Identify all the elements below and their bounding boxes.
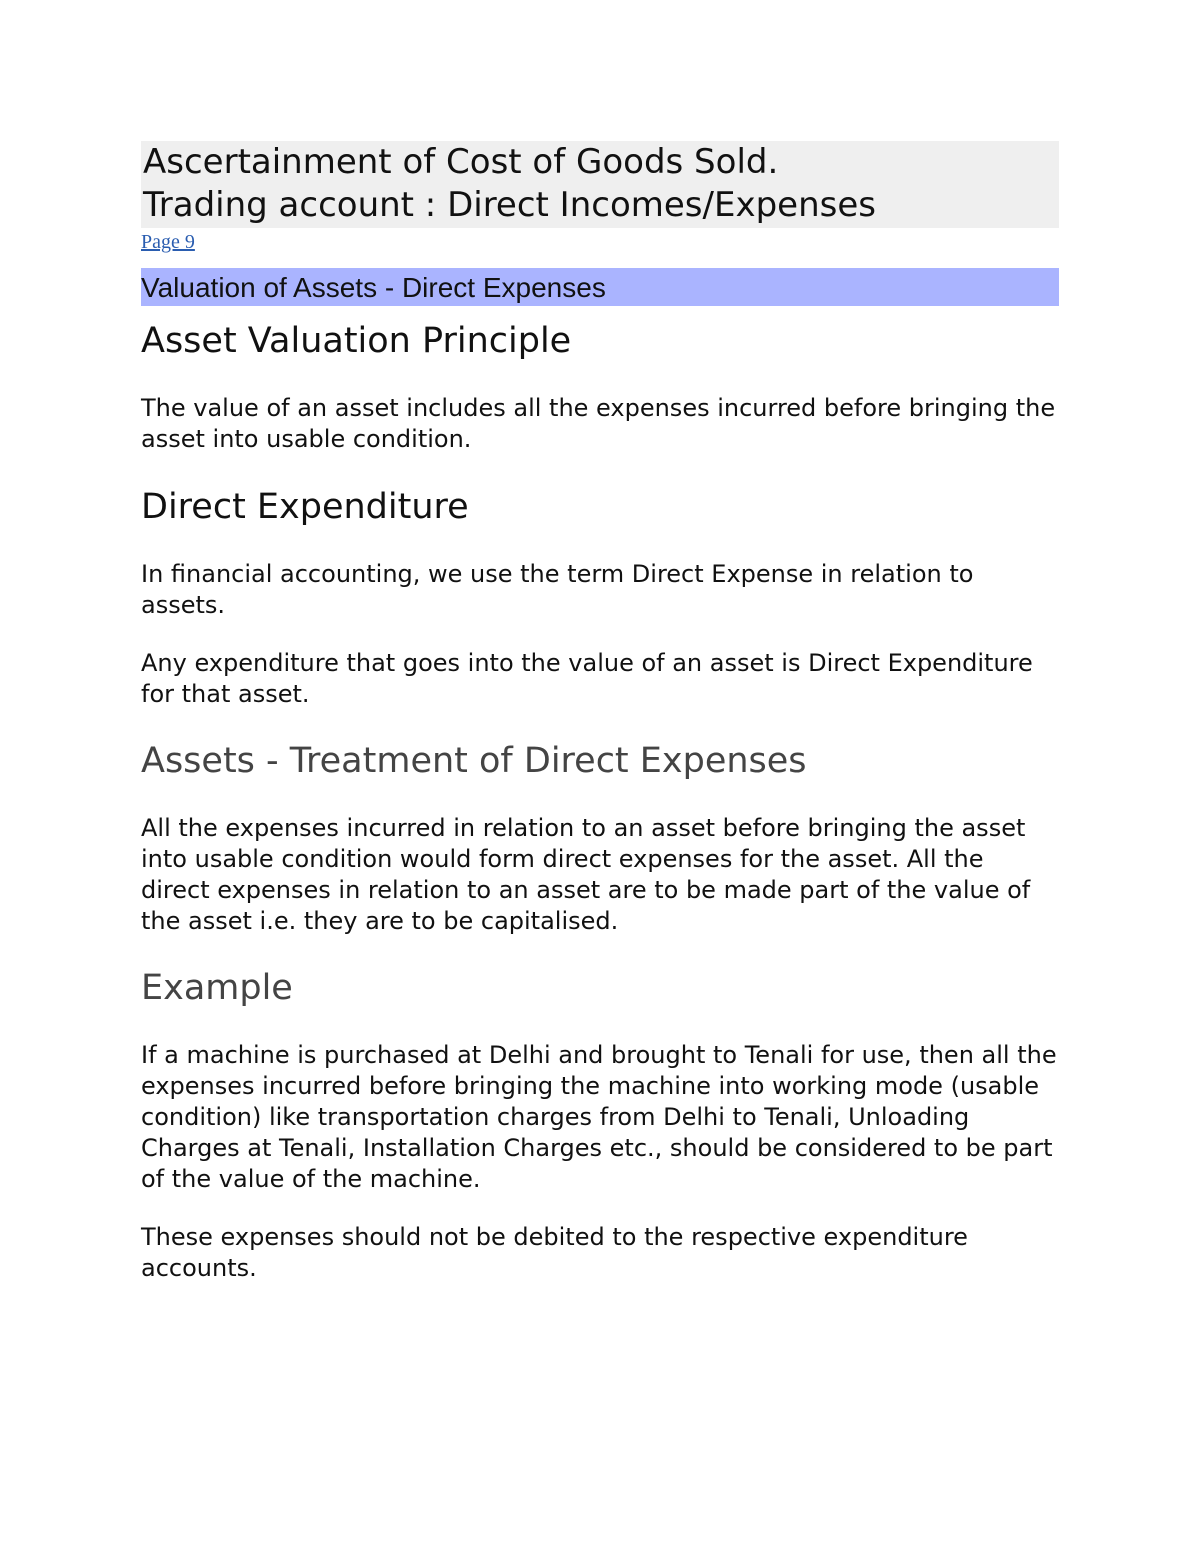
document-title-block bbox=[141, 141, 1059, 228]
section-banner: Valuation of Assets - Direct Expenses bbox=[141, 268, 1059, 306]
paragraph-any-expenditure: Any expenditure that goes into the value of an asset is Direct Expenditure for that asset. bbox=[141, 649, 1033, 708]
paragraph-example: If a machine is purchased at Delhi and brought to Tenali for use, then all the expenses incurred before bringing the machine into working mode (usable condition) like transportation charges from Delhi to Tenali, Unloading Charges at Tenali, Installation Charges etc., should be considered to be part of the value of the machine. bbox=[141, 1041, 1057, 1193]
heading-example: Example bbox=[141, 968, 293, 1008]
paragraph-treatment: All the expenses incurred in relation to an asset before bringing the asset into usable condition would form direct expenses for the asset. All the direct expenses in relation to an asset are to be made part of the value of the asset i.e. they are to be capitalised. bbox=[141, 814, 1031, 935]
title-line-2: Trading account : Direct Incomes/Expenses bbox=[143, 185, 876, 225]
paragraph-asset-value: The value of an asset includes all the expenses incurred before bringing the asset into usable condition. bbox=[141, 394, 1056, 453]
document-page bbox=[141, 141, 1059, 1284]
page-link[interactable]: Page 9 bbox=[141, 231, 195, 253]
title-line-1: Ascertainment of Cost of Goods Sold. bbox=[143, 142, 779, 182]
paragraph-financial-accounting: In financial accounting, we use the term Direct Expense in relation to assets. bbox=[141, 560, 974, 619]
heading-asset-valuation-principle: Asset Valuation Principle bbox=[141, 321, 572, 361]
heading-treatment-of-direct-expenses: Assets - Treatment of Direct Expenses bbox=[141, 741, 807, 781]
heading-direct-expenditure: Direct Expenditure bbox=[141, 487, 469, 527]
paragraph-these-expenses: These expenses should not be debited to the respective expenditure accounts. bbox=[141, 1223, 968, 1282]
